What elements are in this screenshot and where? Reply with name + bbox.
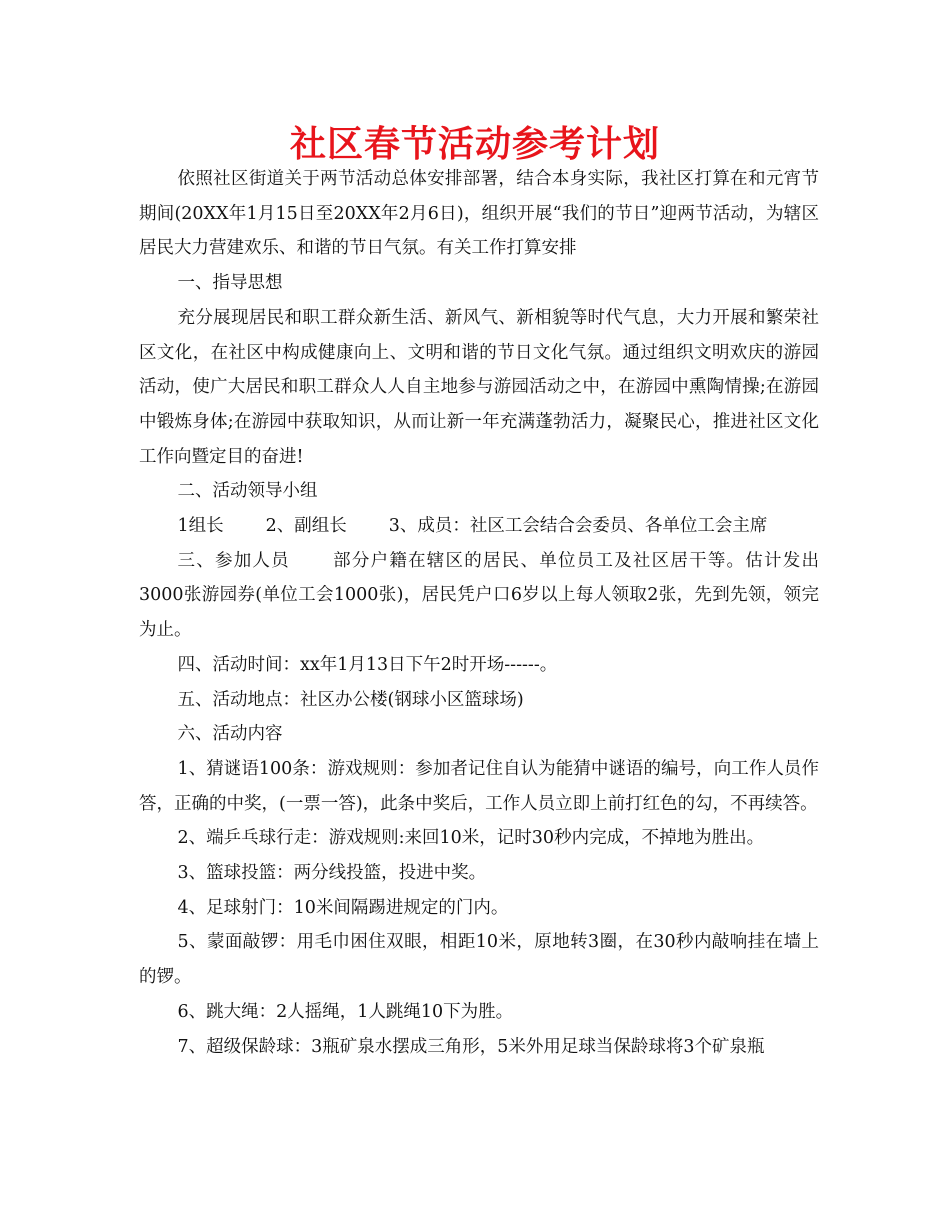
section-heading-leadership-group: 二、活动领导小组	[177, 481, 318, 502]
section-heading-guiding-ideology: 一、指导思想	[177, 273, 283, 294]
participants-body: 部分户籍在辖区的居民、单位员工及社区居干等。估计发出3000张游园券(单位工会1000张)，居民凭户口6岁以上每人领取2张，先到先领，领完为止。	[139, 550, 819, 641]
participants-paragraph	[139, 544, 819, 648]
group-members: 3、成员：社区工会结合会委员、各单位工会主席	[388, 516, 768, 537]
activity-item: 2、端乒乓球行走：游戏规则:来回10米，记时30秒内完成，不掉地为胜出。	[177, 828, 765, 849]
activity-time: 四、活动时间：xx年1月13日下午2时开场------。	[177, 654, 558, 675]
group-deputy: 2、副组长	[265, 516, 347, 537]
activity-item: 1、猜谜语100条：游戏规则：参加者记住自认为能猜中谜语的编号，向工作人员作答，正确的中奖，(一票一答)，此条中奖后，工作人员立即上前打红色的勾，不再续答。	[139, 758, 819, 814]
activity-location: 五、活动地点：社区办公楼(钢球小区篮球场)	[177, 689, 524, 710]
activity-item: 3、篮球投篮：两分线投篮，投进中奖。	[177, 863, 487, 884]
group-leader: 1组长	[177, 516, 224, 537]
leadership-group-members	[139, 509, 819, 544]
intro-paragraph: 依照社区街道关于两节活动总体安排部署，结合本身实际，我社区打算在和元宵节期间(20XX年1月15日至20XX年2月6日)，组织开展“我们的节日”迎两节活动，为辖区居民大力营建欢乐、和谐的节日气氛。有关工作打算安排	[139, 169, 819, 259]
section-heading-participants: 三、参加人员	[177, 550, 290, 571]
document-title: 社区春节活动参考计划	[289, 123, 660, 165]
activity-item: 6、跳大绳：2人摇绳，1人跳绳10下为胜。	[177, 1001, 514, 1022]
guiding-ideology-paragraph: 充分展现居民和职工群众新生活、新风气、新相貌等时代气息，大力开展和繁荣社区文化，在社区中构成健康向上、文明和谐的节日文化气氛。通过组织文明欢庆的游园活动，使广大居民和职工群众人人自主地参与游园活动之中，在游园中熏陶情操;在游园中锻炼身体;在游园中获取知识，从而让新一年充满蓬勃活力，凝聚民心，推进社区文化工作向暨定目的奋进!	[139, 307, 819, 467]
section-heading-activity-content: 六、活动内容	[177, 724, 283, 745]
activity-item: 4、足球射门：10米间隔踢进规定的门内。	[177, 897, 509, 918]
activity-item: 7、超级保龄球：3瓶矿泉水摆成三角形，5米外用足球当保龄球将3个矿泉瓶	[177, 1036, 765, 1057]
activity-item: 5、蒙面敲锣：用毛巾困住双眼，相距10米，原地转3圈，在30秒内敲响挂在墙上的锣。	[139, 932, 819, 988]
document-body	[139, 162, 819, 1064]
